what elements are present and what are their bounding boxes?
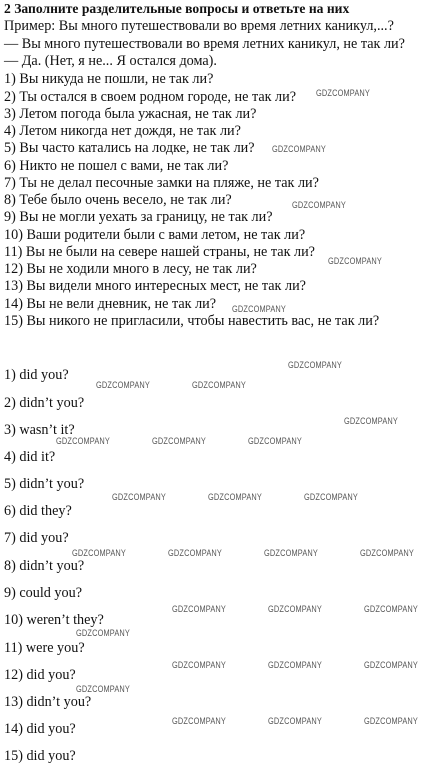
watermark-text: GDZCOMPANY <box>168 548 222 558</box>
watermark-text: GDZCOMPANY <box>112 492 166 502</box>
question-item: 1) Вы никуда не пошли, не так ли? <box>4 71 214 87</box>
watermark-text: GDZCOMPANY <box>288 360 342 370</box>
answer-item: 2) didn’t you? <box>4 395 85 411</box>
watermark-text: GDZCOMPANY <box>208 492 262 502</box>
watermark-text: GDZCOMPANY <box>264 548 318 558</box>
watermark-text: GDZCOMPANY <box>56 436 110 446</box>
answer-item: 12) did you? <box>4 667 76 683</box>
watermark-text: GDZCOMPANY <box>172 604 226 614</box>
question-item: 5) Вы часто катались на лодке, не так ли? <box>4 140 255 156</box>
exercise-title: 2 Заполните разделительные вопросы и ответьте на них <box>4 1 350 16</box>
watermark-text: GDZCOMPANY <box>232 304 286 314</box>
question-item: 11) Вы не были на севере нашей страны, не так ли? <box>4 244 315 260</box>
answer-item: 10) weren’t they? <box>4 612 104 628</box>
question-item: 7) Ты не делал песочные замки на пляже, не так ли? <box>4 175 319 191</box>
watermark-text: GDZCOMPANY <box>272 144 326 154</box>
answer-item: 15) did you? <box>4 748 76 764</box>
watermark-text: GDZCOMPANY <box>360 548 414 558</box>
watermark-text: GDZCOMPANY <box>268 716 322 726</box>
answer-item: 8) didn’t you? <box>4 558 85 574</box>
watermark-text: GDZCOMPANY <box>72 548 126 558</box>
answer-item: 3) wasn’t it? <box>4 422 75 438</box>
question-item: 4) Летом никогда нет дождя, не так ли? <box>4 123 241 139</box>
watermark-text: GDZCOMPANY <box>344 416 398 426</box>
watermark-text: GDZCOMPANY <box>96 380 150 390</box>
answer-item: 7) did you? <box>4 530 69 546</box>
watermark-text: GDZCOMPANY <box>152 436 206 446</box>
answer-item: 11) were you? <box>4 640 85 656</box>
answer-item: 4) did it? <box>4 449 56 465</box>
watermark-text: GDZCOMPANY <box>292 200 346 210</box>
watermark-text: GDZCOMPANY <box>76 628 130 638</box>
example-line: — Вы много путешествовали во время летних каникул, не так ли? <box>4 36 405 52</box>
answer-item: 13) didn’t you? <box>4 694 92 710</box>
question-item: 9) Вы не могли уехать за границу, не так ли? <box>4 209 273 225</box>
watermark-text: GDZCOMPANY <box>192 380 246 390</box>
question-item: 6) Никто не пошел с вами, не так ли? <box>4 158 229 174</box>
answer-item: 5) didn’t you? <box>4 476 85 492</box>
question-item: 3) Летом погода была ужасная, не так ли? <box>4 106 257 122</box>
question-item: 14) Вы не вели дневник, не так ли? <box>4 296 217 312</box>
watermark-text: GDZCOMPANY <box>172 716 226 726</box>
answer-item: 1) did you? <box>4 367 69 383</box>
watermark-text: GDZCOMPANY <box>316 88 370 98</box>
question-item: 8) Тебе было очень весело, не так ли? <box>4 192 232 208</box>
example-line: Пример: Вы много путешествовали во время летних каникул,...? <box>4 18 394 34</box>
question-item: 10) Ваши родители были с вами летом, не так ли? <box>4 227 306 243</box>
watermark-text: GDZCOMPANY <box>248 436 302 446</box>
watermark-text: GDZCOMPANY <box>364 660 418 670</box>
watermark-text: GDZCOMPANY <box>76 684 130 694</box>
question-item: 15) Вы никого не пригласили, чтобы навестить вас, не так ли? <box>4 313 380 329</box>
watermark-text: GDZCOMPANY <box>364 604 418 614</box>
watermark-text: GDZCOMPANY <box>304 492 358 502</box>
answer-item: 6) did they? <box>4 503 72 519</box>
watermark-text: GDZCOMPANY <box>172 660 226 670</box>
question-item: 2) Ты остался в своем родном городе, не так ли? <box>4 89 297 105</box>
question-item: 12) Вы не ходили много в лесу, не так ли? <box>4 261 257 277</box>
answer-item: 14) did you? <box>4 721 76 737</box>
watermark-text: GDZCOMPANY <box>328 256 382 266</box>
answer-item: 9) could you? <box>4 585 83 601</box>
watermark-text: GDZCOMPANY <box>268 660 322 670</box>
watermark-text: GDZCOMPANY <box>268 604 322 614</box>
watermark-text: GDZCOMPANY <box>364 716 418 726</box>
example-line: — Да. (Нет, я не... Я остался дома). <box>4 53 217 69</box>
question-item: 13) Вы видели много интересных мест, не так ли? <box>4 278 306 294</box>
